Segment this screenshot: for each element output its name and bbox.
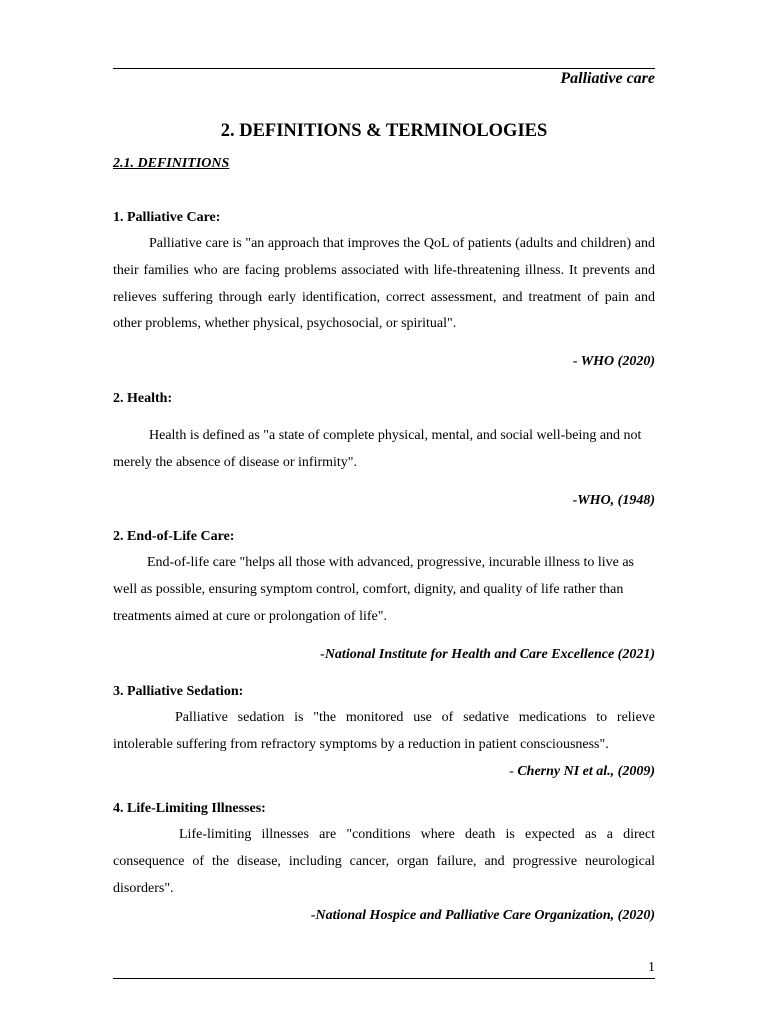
page-number: 1 (648, 960, 655, 975)
definition-text-palliative-sedation: Palliative sedation is "the monitored use of sedative medications to relieve intolerable suffering from refractory symptoms by a reduction in patient consciousness". (113, 710, 655, 752)
running-header: Palliative care (560, 70, 655, 87)
definition-source-palliative-care: - WHO (2020) (572, 354, 655, 369)
definition-heading-palliative-sedation: 3. Palliative Sedation: (113, 684, 244, 699)
chapter-title: 2. DEFINITIONS & TERMINOLOGIES (220, 121, 548, 141)
definition-text-end-of-life-care: End-of-life care "helps all those with advanced, progressive, incurable illness to live as well as possible, ensuring symptom control, comfort, dignity, and quality of life rather than treatments aimed at cure or prolongation of life". (113, 555, 634, 624)
source-prefix: - (509, 764, 518, 779)
definition-text-life-limiting-illnesses: Life-limiting illnesses are "conditions where death is expected as a direct consequence of the disease, including cancer, organ failure, and progressive neurological disorders". (113, 827, 655, 896)
source-citation: Cherny NI et al., (2009) (517, 764, 655, 779)
definition-source-end-of-life-care: -National Institute for Health and Care Excellence (2021) (320, 647, 655, 662)
definition-heading-end-of-life-care: 2. End-of-Life Care: (113, 529, 235, 544)
definition-heading-health: 2. Health: (113, 391, 173, 406)
definition-text-palliative-care: Palliative care is "an approach that improves the QoL of patients (adults and children) and their families who are facing problems associated with life-threatening illness. It prevents and relieves suffering through early identification, correct assessment, and treatment of pain and other problems, whether physical, psychosocial, or spiritual". (113, 236, 655, 332)
footer-rule (113, 978, 655, 979)
header-rule (113, 68, 655, 69)
definition-text-health: Health is defined as "a state of complete physical, mental, and social well-being and not merely the absence of disease or infirmity". (113, 428, 642, 470)
definition-heading-life-limiting-illnesses: 4. Life-Limiting Illnesses: (113, 801, 266, 816)
definition-source-life-limiting-illnesses: -National Hospice and Palliative Care Organization, (2020) (310, 908, 655, 923)
definition-heading-palliative-care: 1. Palliative Care: (113, 210, 221, 225)
definition-source-palliative-sedation (509, 764, 655, 780)
section-title: 2.1. DEFINITIONS (113, 156, 230, 171)
definition-source-health: -WHO, (1948) (572, 493, 655, 508)
